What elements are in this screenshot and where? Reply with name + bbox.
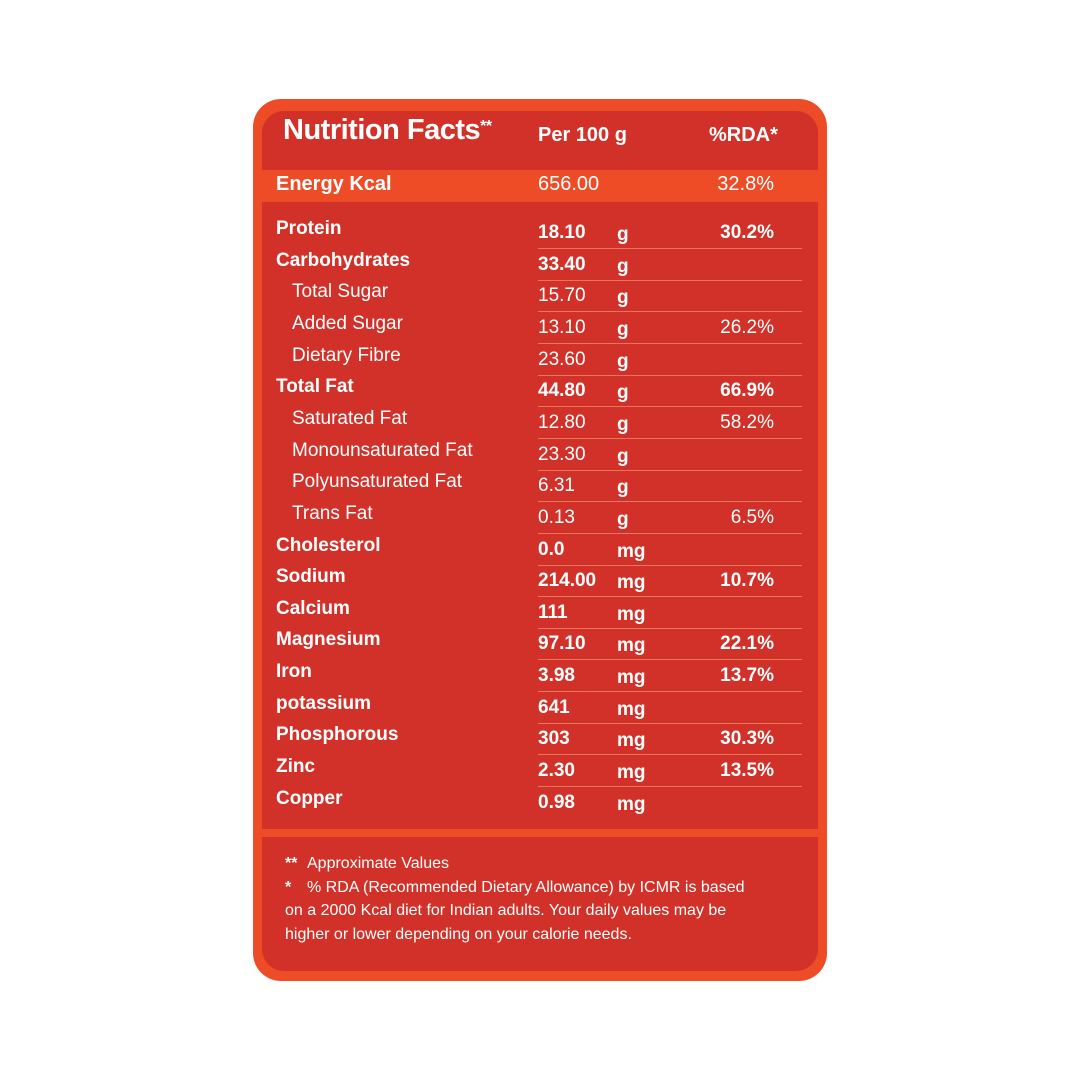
- footnotes: [285, 852, 805, 946]
- nutrient-name: Calcium: [276, 597, 350, 619]
- nutrient-unit: mg: [617, 540, 646, 562]
- nutrient-name: Added Sugar: [292, 312, 403, 334]
- nutrient-unit: mg: [617, 793, 646, 815]
- nutrient-unit: g: [617, 224, 629, 245]
- nutrient-unit: mg: [617, 698, 646, 720]
- nutrient-value: 18.10: [538, 222, 586, 243]
- nutrient-name: Sodium: [276, 566, 346, 588]
- nutrient-name: Trans Fat: [292, 502, 373, 524]
- nutrient-row: [0, 788, 1080, 820]
- nutrient-row: [0, 408, 1080, 440]
- nutrient-name: Dietary Fibre: [292, 344, 401, 366]
- nutrient-name: Zinc: [276, 756, 316, 778]
- nutrient-rda: 13.5%: [720, 760, 774, 782]
- per-100g-header: Per 100 g: [538, 124, 627, 146]
- nutrient-unit: mg: [617, 667, 646, 689]
- nutrient-unit: mg: [617, 635, 646, 657]
- nutrient-name: Monounsaturated Fat: [292, 439, 473, 461]
- nutrient-unit: mg: [617, 603, 646, 625]
- nutrient-name: potassium: [276, 692, 372, 714]
- nutrient-value: 0.13: [538, 506, 575, 528]
- nutrient-rda: 58.2%: [720, 411, 774, 433]
- nutrient-rda: 10.7%: [720, 570, 774, 592]
- nutrient-row: [0, 629, 1080, 661]
- footnote-rda-line2: on a 2000 Kcal diet for Indian adults. Your daily values may be: [285, 902, 727, 919]
- nutrient-rda: 30.2%: [720, 222, 774, 243]
- nutrient-row: [0, 471, 1080, 503]
- nutrient-unit: mg: [617, 572, 646, 594]
- nutrient-unit: g: [617, 382, 629, 404]
- nutrient-value: 15.70: [538, 285, 586, 307]
- nutrient-row: [0, 503, 1080, 535]
- nutrient-row: [0, 598, 1080, 630]
- nutrient-row: [0, 313, 1080, 345]
- nutrient-value: 33.40: [538, 253, 586, 275]
- nutrient-unit: g: [617, 255, 629, 277]
- footnote-rda-line3: higher or lower depending on your calorie needs.: [285, 925, 632, 943]
- nutrient-unit: g: [617, 445, 629, 467]
- nutrient-unit: g: [617, 318, 629, 340]
- nutrient-unit: g: [617, 350, 629, 372]
- nutrient-row: [0, 566, 1080, 598]
- nutrient-name: Total Sugar: [292, 281, 389, 303]
- nutrient-value: 44.80: [538, 380, 586, 402]
- energy-label: Energy Kcal: [276, 173, 392, 195]
- nutrient-value: 12.80: [538, 411, 586, 433]
- nutrient-name: Carbohydrates: [276, 249, 411, 271]
- nutrient-name: Polyunsaturated Fat: [292, 471, 463, 493]
- nutrient-unit: mg: [617, 762, 646, 784]
- nutrient-rda: 6.5%: [730, 506, 774, 528]
- nutrient-row: [0, 440, 1080, 472]
- nutrient-row: [0, 281, 1080, 313]
- nutrient-row: [0, 724, 1080, 756]
- nutrient-row: [0, 218, 1080, 250]
- table-title: Nutrition Facts**: [283, 114, 492, 146]
- nutrient-row: [0, 693, 1080, 725]
- nutrient-name: Saturated Fat: [292, 407, 408, 429]
- nutrient-rda: 13.7%: [720, 665, 774, 687]
- nutrient-row: [0, 345, 1080, 377]
- nutrient-value: 97.10: [538, 633, 586, 655]
- nutrient-name: Cholesterol: [276, 534, 381, 556]
- energy-value: 656.00: [538, 173, 600, 195]
- nutrient-value: 214.00: [538, 570, 597, 592]
- nutrient-value: 23.30: [538, 443, 586, 465]
- nutrient-unit: g: [617, 413, 629, 435]
- nutrient-name: Protein: [276, 218, 342, 239]
- nutrient-value: 0.0: [538, 538, 565, 560]
- nutrient-value: 641: [538, 696, 570, 718]
- nutrient-row: [0, 661, 1080, 693]
- footnote-approx: ** Approximate Values: [285, 855, 449, 872]
- nutrient-value: 23.60: [538, 348, 586, 370]
- nutrient-row: [0, 250, 1080, 282]
- nutrient-row: [0, 535, 1080, 567]
- nutrient-value: 303: [538, 728, 570, 750]
- nutrient-rda: 22.1%: [720, 633, 774, 655]
- nutrient-row: [0, 756, 1080, 788]
- rda-header: %RDA*: [709, 124, 778, 146]
- nutrient-unit: g: [617, 287, 629, 309]
- nutrient-name: Phosphorous: [276, 724, 399, 746]
- nutrient-name: Iron: [276, 661, 312, 683]
- footnote-rda: * % RDA (Recommended Dietary Allowance) by ICMR is based: [285, 878, 745, 896]
- nutrient-name: Total Fat: [276, 376, 354, 398]
- nutrient-value: 2.30: [538, 760, 575, 782]
- nutrient-value: 3.98: [538, 665, 575, 687]
- nutrient-value: 0.98: [538, 791, 575, 813]
- energy-rda: 32.8%: [717, 173, 774, 195]
- nutrient-unit: mg: [617, 730, 646, 752]
- nutrient-rda: 66.9%: [720, 380, 774, 402]
- nutrient-row: [0, 376, 1080, 408]
- nutrient-unit: g: [617, 508, 629, 530]
- nutrient-name: Copper: [276, 787, 343, 809]
- nutrient-rda: 30.3%: [720, 728, 774, 750]
- nutrient-value: 111: [538, 601, 568, 623]
- nutrient-unit: g: [617, 477, 629, 499]
- nutrient-rda: 26.2%: [720, 316, 774, 338]
- nutrient-value: 13.10: [538, 316, 586, 338]
- nutrient-name: Magnesium: [276, 629, 381, 651]
- nutrient-value: 6.31: [538, 475, 575, 497]
